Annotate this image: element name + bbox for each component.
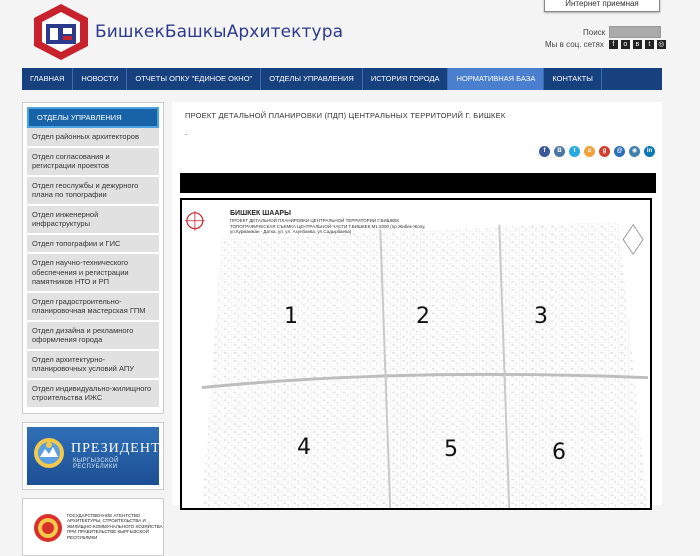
sidebar-item-project-approval[interactable]: Отдел согласования и регистрации проектов bbox=[27, 148, 159, 177]
agency-banner-text: ГОСУДАРСТВЕННОЕ АГЕНТСТВО АРХИТЕКТУРЫ, СТРОИТЕЛЬСТВА И ЖИЛИЩНО-КОММУНАЛЬНОГО ХОЗЯЙСТВА ПРИ ПРАВИТЕЛЬСТВЕ КЫРГЫЗСКОЙ РЕСПУБЛИКИ bbox=[67, 512, 163, 540]
facebook-icon[interactable]: f bbox=[609, 40, 618, 49]
image-toolbar-bar bbox=[180, 173, 656, 193]
page-title: ПРОЕКТ ДЕТАЛЬНОЙ ПЛАНИРОВКИ (ПДП) ЦЕНТРАЛЬНЫХ ТЕРРИТОРИЙ Г. БИШКЕК bbox=[185, 111, 506, 120]
map-texture bbox=[182, 200, 650, 508]
sidebar bbox=[22, 102, 164, 556]
sidebar-item-district-architects[interactable]: Отдел районных архитекторов bbox=[27, 128, 159, 148]
nav-departments[interactable]: ОТДЕЛЫ УПРАВЛЕНИЯ bbox=[261, 68, 363, 90]
map-zone-3: 3 bbox=[534, 304, 548, 329]
instagram-icon[interactable]: ◎ bbox=[658, 41, 665, 48]
president-banner-title: ПРЕЗИДЕНТ bbox=[71, 440, 161, 456]
nav-reports[interactable]: ОТЧЕТЫ ОПКУ "ЕДИНОЕ ОКНО" bbox=[127, 68, 261, 90]
sidebar-item-geoservice[interactable]: Отдел геослужбы и дежурного плана по топографии bbox=[27, 177, 159, 206]
twitter-icon[interactable]: t bbox=[645, 40, 654, 49]
sidebar-item-infrastructure[interactable]: Отдел инженерной инфраструктуры bbox=[27, 206, 159, 235]
map-zone-1: 1 bbox=[284, 304, 298, 329]
departments-menu bbox=[22, 102, 164, 414]
sidebar-item-planning-workshop[interactable]: Отдел градостроительно-планировочная мастерская ГПМ bbox=[27, 293, 159, 322]
departments-menu-title: ОТДЕЛЫ УПРАВЛЕНИЯ bbox=[27, 107, 159, 128]
sidebar-item-izhs[interactable]: Отдел индивидуально-жилищного строительства ИЖС bbox=[27, 380, 159, 409]
nav-news[interactable]: НОВОСТИ bbox=[73, 68, 127, 90]
search-input[interactable] bbox=[609, 26, 661, 38]
share-linkedin-icon[interactable]: in bbox=[644, 146, 655, 157]
social-links bbox=[545, 40, 666, 49]
president-banner-subtitle: КЫРГЫЗСКОЙ РЕСПУБЛИКИ bbox=[73, 457, 119, 470]
site-header bbox=[0, 0, 700, 68]
content-dot: . bbox=[185, 128, 188, 137]
agency-banner[interactable] bbox=[22, 498, 164, 556]
map-subheading: ПРОЕКТ ДЕТАЛЬНОЙ ПЛАНИРОВКИ ЦЕНТРАЛЬНОЙ ТЕРРИТОРИИ Г.БИШКЕК ТОПОГРАФИЧЕСКАЯ СЪЕМКА ЦЕНТРАЛЬНОЙ ЧАСТИ Г.БИШКЕК М1:2000 (пр.Жибек-Жолу, ул.Курманжан - Датка, ул. ул. Ахунбаева, ул.Садырбаева) bbox=[230, 218, 426, 234]
site-logo-text[interactable]: БишкекБашкыАрхитектура bbox=[95, 22, 344, 42]
sidebar-item-monuments[interactable]: Отдел научно-технического обеспечения и регистрации памятников НТО и РП bbox=[27, 254, 159, 293]
social-label: Мы в соц. сетях bbox=[545, 40, 604, 49]
president-banner[interactable] bbox=[22, 422, 164, 490]
vk-icon[interactable]: в bbox=[633, 40, 642, 49]
nav-history[interactable]: ИСТОРИЯ ГОРОДА bbox=[363, 68, 449, 90]
nav-regulations[interactable]: НОРМАТИВНАЯ БАЗА bbox=[448, 68, 544, 90]
search-area bbox=[583, 26, 661, 38]
map-zone-6: 6 bbox=[552, 440, 566, 465]
share-odnoklassniki-icon[interactable]: o bbox=[584, 146, 595, 157]
share-livejournal-icon[interactable]: ◉ bbox=[629, 146, 640, 157]
share-twitter-icon[interactable]: t bbox=[569, 146, 580, 157]
map-zone-4: 4 bbox=[297, 435, 311, 460]
agency-banner-image bbox=[27, 503, 163, 551]
reception-link[interactable]: Интернет приемная bbox=[544, 0, 660, 12]
logo-icon[interactable] bbox=[30, 2, 92, 62]
search-label: Поиск bbox=[583, 27, 606, 37]
share-google-plus-icon[interactable]: g bbox=[599, 146, 610, 157]
odnoklassniki-icon[interactable]: o bbox=[621, 40, 630, 49]
sidebar-item-design-advertising[interactable]: Отдел дизайна и рекламного оформления города bbox=[27, 322, 159, 351]
sidebar-item-apu[interactable]: Отдел архитектурно-планировочных условий АПУ bbox=[27, 351, 159, 380]
share-mail-icon[interactable]: @ bbox=[614, 146, 625, 157]
share-buttons bbox=[539, 146, 655, 157]
sidebar-item-topography-gis[interactable]: Отдел топографии и ГИС bbox=[27, 235, 159, 255]
share-facebook-icon[interactable]: f bbox=[539, 146, 550, 157]
main-nav bbox=[22, 68, 662, 90]
map-zone-2: 2 bbox=[416, 304, 430, 329]
nav-home[interactable]: ГЛАВНАЯ bbox=[22, 68, 73, 90]
map-heading: БИШКЕК ШААРЫ bbox=[230, 210, 291, 217]
nav-contacts[interactable]: КОНТАКТЫ bbox=[544, 68, 601, 90]
pdp-map-image[interactable] bbox=[180, 198, 652, 510]
agency-emblem-icon bbox=[33, 511, 63, 545]
share-vk-icon[interactable]: B bbox=[554, 146, 565, 157]
president-banner-image bbox=[27, 427, 159, 485]
kyrgyz-emblem-icon bbox=[33, 433, 65, 473]
map-zone-5: 5 bbox=[444, 437, 458, 462]
main-content bbox=[172, 102, 662, 505]
